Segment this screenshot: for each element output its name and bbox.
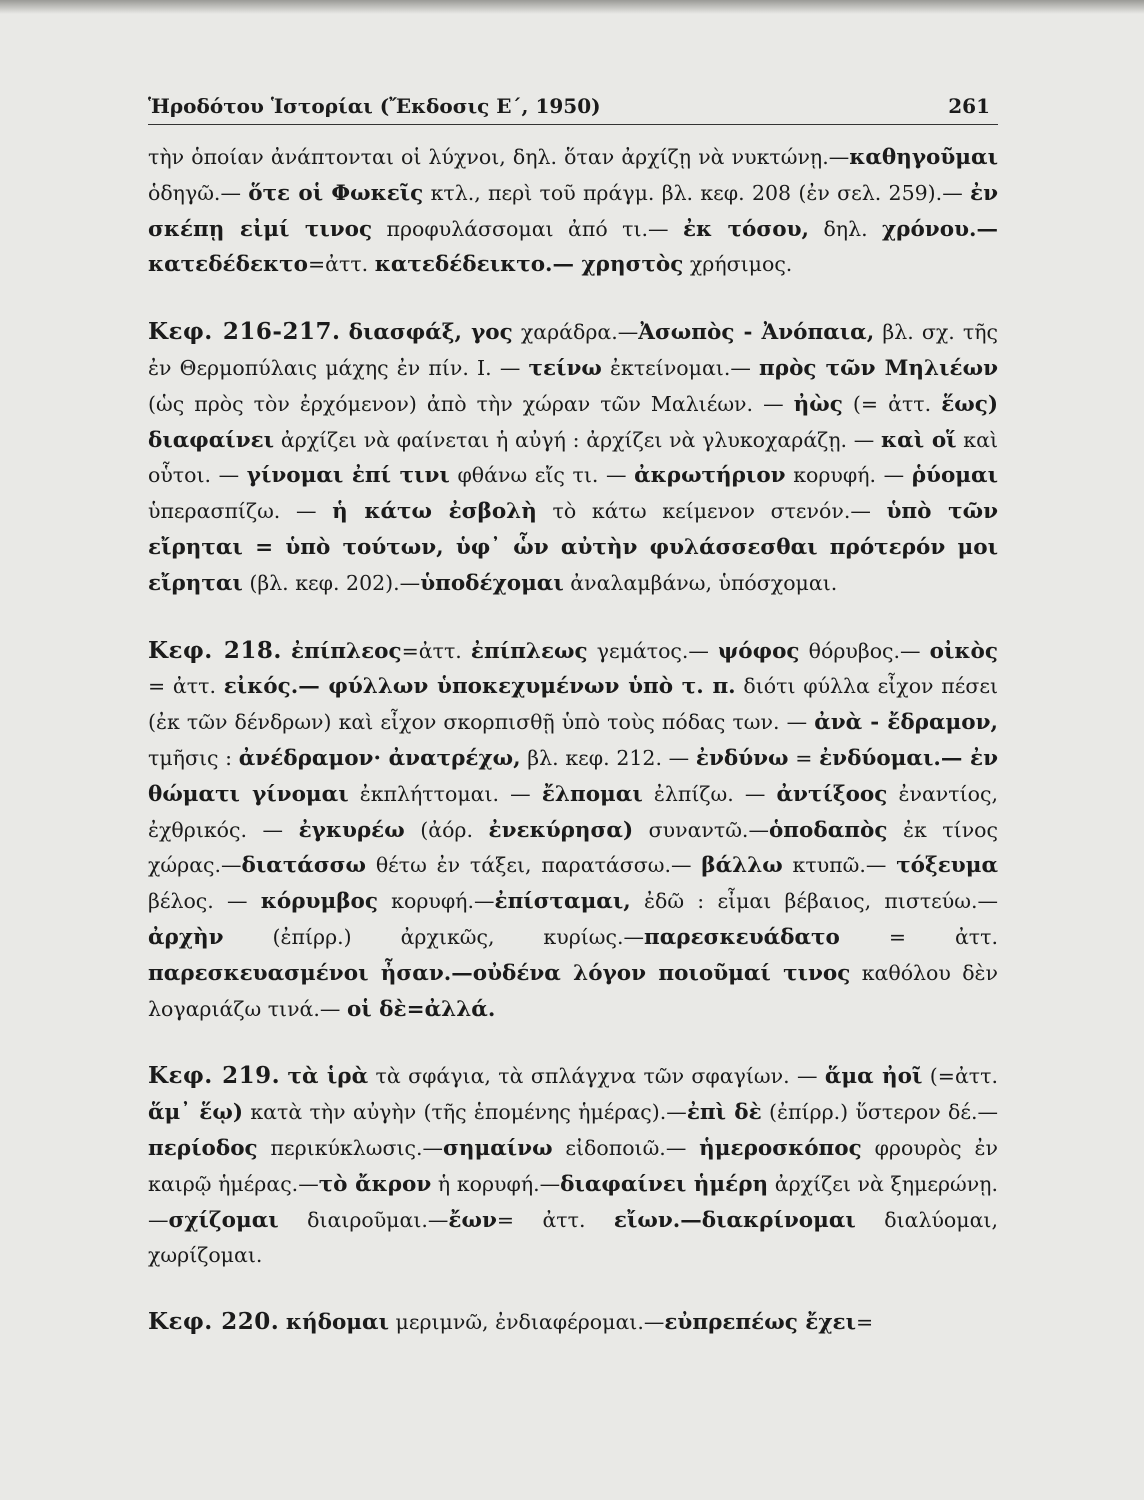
commentary-paragraph [148,315,998,601]
gloss-text: ἐκ τίνος χώρας.— [148,817,998,878]
lemma-term: οἱ δὲ=ἀλλά. [346,996,496,1022]
lemma-term: ὑπὸ τῶν εἴρηται = ὑπὸ τούτων, ὑφ᾽ ὧν αὐτὴν φυλάσσεσθαι πρότερόν μοι εἴρηται [148,499,998,596]
gloss-text: φρουρὸς ἐν καιρῷ ἡμέρας.— [148,1135,998,1196]
lemma-term: ἔλπομαι [541,781,643,807]
lemma-term: ἐπίσταμαι, [494,889,631,915]
gloss-text: = ἀττ. [148,674,224,699]
chapter-heading: Κεφ. 218. [148,636,282,664]
lemma-term: οἰκὸς [929,638,998,664]
lemma-term: καθηγοῦμαι [849,145,998,170]
gloss-text: ἐκτείνομαι.— [601,355,760,380]
lemma-term: τὰ ἱρὰ [287,1064,369,1090]
commentary-paragraph [148,1059,998,1273]
lemma-term: ἐν σκέπῃ εἰμί τινος [148,180,998,242]
lemma-term: ἅμα ἠοῖ [824,1064,923,1090]
lemma-term: ὁποδαπὸς [768,817,888,843]
gloss-text: =ἀττ. [307,252,375,277]
lemma-term: διατάσσω [241,853,367,879]
commentary-paragraph [148,140,998,283]
lemma-term: ὅτε οἱ Φωκεῖς [248,180,424,206]
gloss-text: (ὡς πρὸς τὸν ἐρχόμενον) ἀπὸ τὴν χώραν τῶν Μαλιέων. — [148,391,794,416]
gloss-text: ἀρχίζει νὰ ξημερώνῃ.— [148,1171,998,1232]
gloss-text [340,320,348,344]
gloss-text: ὁδηγῶ.— [148,180,249,205]
scan-edge-shadow [0,0,1144,14]
gloss-text: τὴν ὁποίαν ἀνάπτονται οἱ λύχνοι, δηλ. ὅταν ἀρχίζῃ νὰ νυκτώνῃ.— [148,145,850,169]
gloss-text: περικύκλωσις.— [257,1135,443,1160]
lemma-term: τὸ ἄκρον [318,1171,432,1197]
gloss-text: φθάνω εἴς τι. — [449,463,635,488]
gloss-text: =ἀττ. [401,638,471,663]
lemma-term: ὑποδέχομαι [420,570,564,596]
lemma-term: ῥύομαι [911,463,998,489]
lemma-term: διασφάξ, γος [348,320,513,346]
lemma-term: ἕως) διαφαίνει [148,391,998,453]
running-title: Ἡροδότου Ἱστορίαι (Ἔκδοσις Ε΄, 1950) [148,94,601,118]
gloss-text: = ἀττ. [496,1207,614,1232]
gloss-text: θέτω ἐν τάξει, παρατάσσω.— [366,853,702,878]
lemma-term: ἀνέδραμον· ἀνατρέχω, [238,745,521,771]
lemma-term: ψόφος [718,638,800,664]
gloss-text: βλ. κεφ. 212. — [520,745,696,770]
lemma-term: διαφαίνει ἡμέρη [560,1171,769,1197]
lemma-term: ἀρχὴν [148,924,224,950]
gloss-text: βέλος. — [148,889,261,914]
gloss-text: γεμάτος.— [587,638,719,663]
lemma-term: ἐπὶ δὲ [686,1100,762,1126]
lemma-term: πρὸς τῶν Μηλιέων [759,355,998,381]
gloss-text: ἐναντίος, ἐχθρικός. — [148,781,998,842]
lemma-term: χρόνου.—κατεδέδεκτο [148,216,998,278]
lemma-term: ἀντίξοος [776,781,888,807]
lemma-term: ἐπίπλεως [470,638,588,664]
lemma-term: σημαίνω [442,1135,553,1161]
gloss-text: κορυφή.— [377,889,495,914]
gloss-text: τὸ κάτω κείμενον στενόν.— [536,499,887,524]
gloss-text: (=ἀττ. [922,1064,998,1089]
gloss-text: ἀρχίζει νὰ φαίνεται ἡ αὐγή : ἀρχίζει νὰ γλυκοχαράζῃ. — [274,427,882,452]
commentary-body [148,140,998,1341]
lemma-term: κήδομαι [285,1310,389,1336]
lemma-term: ἡμεροσκόπος [699,1135,862,1161]
lemma-term: τόξευμα [896,853,998,879]
gloss-text: (ἐπίρρ.) ἀρχικῶς, κυρίως.— [223,924,645,949]
lemma-term: ἅμ᾽ ἕῳ) [148,1100,244,1126]
lemma-term: παρεσκευασμένοι ἦσαν.—οὐδένα λόγον ποιοῦμαί τινος [148,960,851,986]
running-header [148,90,998,125]
gloss-text: συναντῶ.— [633,817,769,842]
chapter-heading: Κεφ. 220. [148,1308,280,1336]
gloss-text: ὑπερασπίζω. — [148,499,333,524]
gloss-text: (ἐπίρρ.) ὕστερον δέ.— [761,1100,999,1125]
gloss-text: (= ἀττ. [842,391,942,416]
lemma-term: παρεσκευάδατο [644,924,840,950]
gloss-text [282,639,291,663]
commentary-paragraph [148,634,998,1028]
gloss-text: διαλύομαι, χωρίζομαι. [148,1207,998,1268]
gloss-text: βλ. σχ. τῆς ἐν Θερμοπύλαις μάχης ἐν πίν. Ι. — [148,320,998,380]
gloss-text: κτλ., περὶ τοῦ πράγμ. βλ. κεφ. 208 (ἐν σελ. 259).— [423,180,970,205]
lemma-term: ἡ κάτω ἐσβολὴ [332,499,537,525]
gloss-text: μεριμνῶ, ἐνδιαφέρομαι.— [388,1310,665,1335]
gloss-text: καὶ οὗτοι. — [148,427,998,488]
gloss-text: κορυφή. — [785,463,912,488]
lemma-term: ἐκ τόσου, [682,216,809,242]
lemma-term: γίνομαι ἐπί τινι [246,463,450,489]
lemma-term: ἐπίπλεος [291,638,402,664]
lemma-term: ἐνδύνω [695,745,789,771]
lemma-term: ἐνεκύρησα) [488,817,634,843]
lemma-term: περίοδος [148,1135,258,1161]
lemma-term: Ἀσωπὸς - Ἀνόπαια, [638,320,875,346]
lemma-term: ἐγκυρέω [298,817,405,843]
lemma-term: κατεδέδεικτο.— χρηστὸς [374,252,684,278]
lemma-term: ἔων [448,1207,497,1233]
gloss-text: χρήσιμος. [683,252,793,277]
gloss-text: = ἀττ. [839,924,998,949]
gloss-text: τὰ σφάγια, τὰ σπλάγχνα τῶν σφαγίων. — [368,1064,825,1089]
gloss-text: θόρυβος.— [799,638,930,663]
gloss-text: ἐδῶ : εἶμαι βέβαιος, πιστεύω.— [630,889,998,914]
lemma-term: τείνω [528,355,602,381]
lemma-term: εὐπρεπέως ἔχει [664,1310,856,1336]
gloss-text: = [855,1310,874,1335]
lemma-term: ἠὼς [793,391,843,417]
gloss-text: ἀναλαμβάνω, ὑπόσχομαι. [563,570,838,595]
page-number: 261 [948,94,990,118]
gloss-text: ἡ κορυφή.— [431,1171,561,1196]
gloss-text: ἐκπλήττομαι. — [348,781,542,806]
chapter-heading: Κεφ. 219. [148,1062,281,1090]
gloss-text: καθόλου δὲν λογαριάζω τινά.— [148,960,998,1021]
gloss-text: ἐλπίζω. — [642,781,777,806]
lemma-term: ἐνδύομαι.— ἐν θώματι γίνομαι [148,745,999,807]
gloss-text: κατὰ τὴν αὐγὴν (τῆς ἑπομένης ἡμέρας).— [243,1100,687,1125]
lemma-term: κόρυμβος [260,889,378,915]
gloss-text: (ἀόρ. [404,817,489,842]
gloss-text: διαιροῦμαι.— [278,1207,449,1232]
gloss-text: χαράδρα.— [512,320,639,345]
gloss-text: διότι φύλλα εἶχον πέσει (ἐκ τῶν δένδρων) καὶ εἶχον σκορπισθῇ ὑπὸ τοὺς πόδας των. — [148,674,998,735]
commentary-paragraph [148,1305,998,1341]
gloss-text: (βλ. κεφ. 202).— [242,570,421,595]
gloss-text: = [788,745,820,770]
gloss-text: δηλ. [809,216,883,241]
gloss-text [280,1064,287,1088]
chapter-heading: Κεφ. 216-217. [148,318,341,346]
lemma-term: βάλλω [701,853,783,879]
gloss-text: προφυλάσσομαι ἀπό τι.— [372,216,683,241]
lemma-term: εἰκός.— φύλλων ὑποκεχυμένων ὑπὸ τ. π. [223,674,736,700]
gloss-text: εἰδοποιῶ.— [552,1135,700,1160]
lemma-term: εἴων.—διακρίνομαι [613,1207,856,1233]
lemma-term: ἀκρωτήριον [634,463,786,489]
lemma-term: καὶ οἵ [881,427,957,453]
lemma-term: ἀνὰ - ἔδραμον, [814,710,998,736]
gloss-text: τμῆσις : [148,745,239,770]
lemma-term: σχίζομαι [168,1207,279,1233]
gloss-text: κτυπῶ.— [782,853,897,878]
